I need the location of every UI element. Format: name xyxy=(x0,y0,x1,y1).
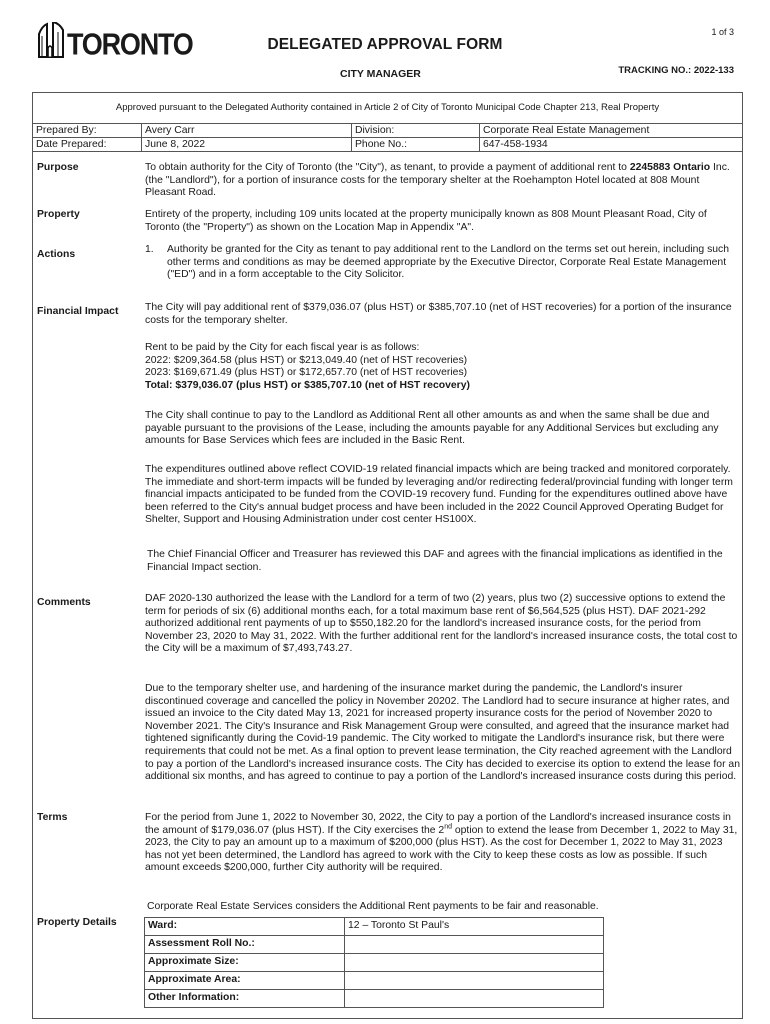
financial-p3: The City shall continue to pay to the Landlord as Additional Rent all other amounts as and when the same shall be due and payable pursuant to the provisions of the Lease, including the amounts payable for any Additional Services but excluding any amounts for Base Services which fees are included in the Basic Rent. xyxy=(145,410,719,447)
purpose-label: Purpose xyxy=(37,162,79,173)
financial-p1: The City will pay additional rent of $379,036.07 (plus HST) or $385,707.10 (net of HST recoveries) for a portion of the insurance costs for the temporary shelter. xyxy=(145,302,732,326)
action-text: Authority be granted for the City as tenant to pay additional rent to the Landlord on the terms set out herein, including such other terms and conditions as may be deemed appropriate by the Executive Director, Corporate Real Estate Management ("ED") and in a form acceptable to the City Solicitor. xyxy=(167,244,730,281)
table-row xyxy=(145,936,604,954)
approximate-area-label: Approximate Area: xyxy=(145,972,345,990)
financial-p5: The Chief Financial Officer and Treasurer has reviewed this DAF and agrees with the financial implications as identified in the Financial Impact section. xyxy=(147,549,723,573)
action-number: 1. xyxy=(145,244,154,255)
actions-label: Actions xyxy=(37,249,76,260)
purpose-text: To obtain authority for the City of Toronto (the "City"), as tenant, to provide a payment of additional rent to 2245883 Ontario Inc. (the "Landlord"), for a portion of insurance costs for the temporary shelter at the Roehampton Hotel located at 808 Mount Pleasant Road. xyxy=(145,162,730,199)
financial-p2 xyxy=(145,342,741,392)
property-label: Property xyxy=(37,209,80,220)
phone-label: Phone No.: xyxy=(352,138,480,152)
financial-p4: The expenditures outlined above reflect COVID-19 related financial impacts which are being tracked and monitored corporately. The immediate and short-term impacts will be funded by leveraging and/or redirecting federal/provincial funding with longer term financial impacts anticipated to be funded from the COVID-19 recovery fund. Funding for the expenditures outlined above have been referred to the City's annual budget process and have been included in the 2022 Council Approved Operating Budget for Shelter, Support and Housing Administration under cost center HS100X. xyxy=(145,464,733,526)
page-number: 1 of 3 xyxy=(711,27,734,37)
ward-label: Ward: xyxy=(145,918,345,936)
phone-value: 647-458-1934 xyxy=(480,138,743,152)
date-label: Date Prepared: xyxy=(33,138,142,152)
actions-list xyxy=(145,244,741,282)
table-row xyxy=(145,954,604,972)
preparer-row xyxy=(33,124,742,138)
property-details-label: Property Details xyxy=(37,917,117,928)
approximate-size-label: Approximate Size: xyxy=(145,954,345,972)
division-value: Corporate Real Estate Management xyxy=(480,124,743,138)
date-value: June 8, 2022 xyxy=(142,138,352,152)
approximate-area-value xyxy=(345,972,604,990)
authority-statement: Approved pursuant to the Delegated Authority contained in Article 2 of City of Toronto Municipal Code Chapter 213, Real Property xyxy=(33,93,742,124)
comments-p1: DAF 2020-130 authorized the lease with the Landlord for a term of two (2) years, plus two (2) successive options to extend the term for periods of six (6) additional months each, for a total maximum base rent of $6,564,525 (plus HST). DAF 2021-292 authorized additional rent payments of up to $550,182.20 for the landlord's increased insurance costs, for the period from November 23, 2020 to May 31, 2022. With the further additional rent for the landlord's increased insurance costs, the total cost to the City will be a maximum of $7,493,743.27. xyxy=(145,593,738,655)
preparer-table xyxy=(33,124,742,152)
property-text: Entirety of the property, including 109 units located at the property municipally known as 808 Mount Pleasant Road, City of Toronto (the "Property") as shown on the Location Map in Appendix "A". xyxy=(145,209,707,233)
prepared-by-label: Prepared By: xyxy=(33,124,142,138)
terms-label: Terms xyxy=(37,812,68,823)
form-body xyxy=(32,92,743,1019)
prepared-by-value: Avery Carr xyxy=(142,124,352,138)
assessment-roll-value xyxy=(345,936,604,954)
date-row xyxy=(33,138,742,152)
form-subtitle: CITY MANAGER xyxy=(340,68,421,80)
ward-value: 12 – Toronto St Paul's xyxy=(345,918,604,936)
other-information-label: Other Information: xyxy=(145,990,345,1008)
fiscal-intro: Rent to be paid by the City for each fiscal year is as follows: xyxy=(145,342,420,353)
division-label: Division: xyxy=(352,124,480,138)
property-details-table xyxy=(144,917,604,1008)
table-row xyxy=(145,918,604,936)
fiscal-total: Total: $379,036.07 (plus HST) or $385,707.10 (net of HST recovery) xyxy=(145,379,470,391)
tracking-number: TRACKING NO.: 2022-133 xyxy=(618,65,734,76)
financial-impact-label: Financial Impact xyxy=(37,306,119,317)
comments-p2: Due to the temporary shelter use, and hardening of the insurance market during the pandemic, the Landlord's insurer discontinued coverage and cancelled the policy in November 20202. The Landlord had to secure insurance at higher rates, and issued an invoice to the City dated May 13, 2021 for increased property insurance costs for the period of November 2020 to November 2021. The City's Insurance and Risk Management Group were consulted, and agreed that the insurance market had tightened significantly during the Covid-19 pandemic. The City worked to mitigate the Landlord's insurance risk, but there were requirements that could not be met. As a final option to prevent lease termination, the City reached agreement with the Landlord to pay a portion of the Landlord's increased insurance costs. The City has decided to exercise its option to extend the lease for an additional six months, and has agreed to continue to pay a portion of the Landlord's increased insurance costs during this period. xyxy=(145,683,740,783)
other-information-value xyxy=(345,990,604,1008)
comments-label: Comments xyxy=(37,597,91,608)
table-row xyxy=(145,990,604,1008)
fiscal-2023: 2023: $169,671.49 (plus HST) or $172,657.70 (net of HST recoveries) xyxy=(145,367,468,379)
logo-wordmark: TORONTO xyxy=(67,27,193,62)
table-row xyxy=(145,972,604,990)
form-title: DELEGATED APPROVAL FORM xyxy=(267,36,503,53)
approximate-size-value xyxy=(345,954,604,972)
assessment-roll-label: Assessment Roll No.: xyxy=(145,936,345,954)
terms-text: For the period from June 1, 2022 to November 30, 2022, the City to pay a portion of the Landlord's increased insurance costs in the amount of $179,036.07 (plus HST). If the City exercises the 2nd option to extend the lease from December 1, 2022 to May 31, 2023, the City to pay an amount up to a maximum of $200,000 (plus HST). As the cost for December 1, 2022 to May 31, 2023 has not yet been determined, the Landlord has agreed to work with the City to keep these costs as low as possible. If such amount exceeds $200,000, further City authority will be required. xyxy=(145,812,738,874)
fiscal-2022: 2022: $209,364.58 (plus HST) or $213,049.40 (net of HST recoveries) xyxy=(145,354,468,366)
action-item xyxy=(145,244,741,282)
terms-fairness: Corporate Real Estate Services considers the Additional Rent payments to be fair and reasonable. xyxy=(147,901,599,912)
